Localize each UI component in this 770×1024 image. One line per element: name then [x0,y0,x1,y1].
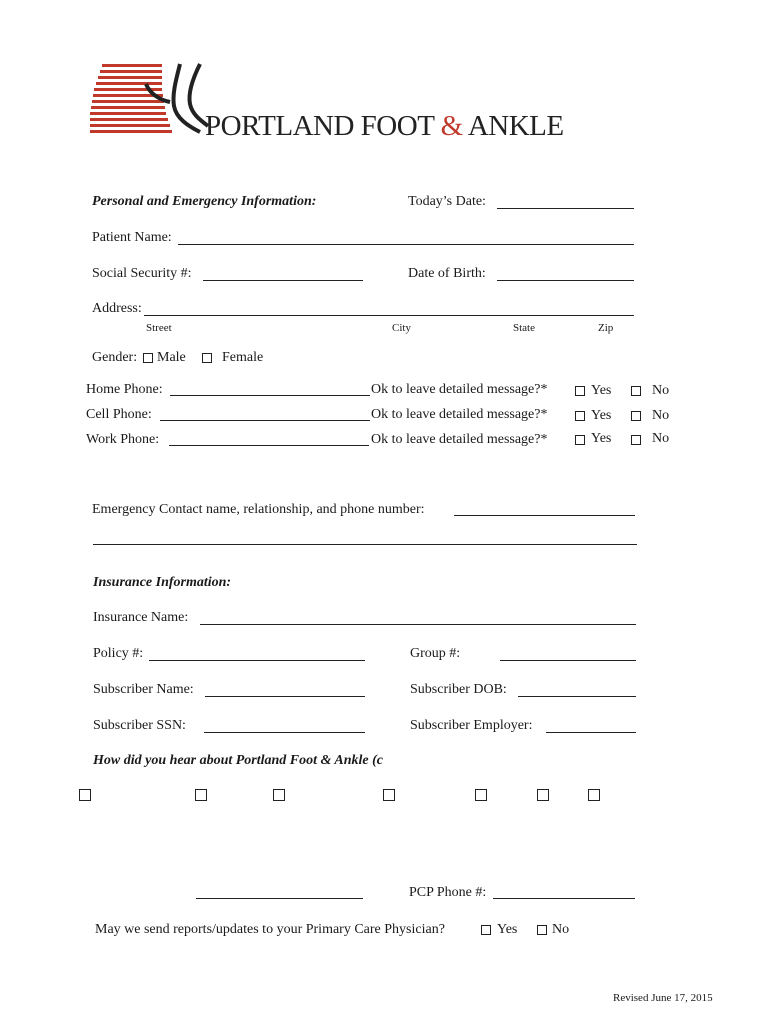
referral-checkbox-3[interactable] [273,789,285,801]
dob-label: Date of Birth: [408,266,486,281]
work-phone-label: Work Phone: [86,432,160,447]
brand-name: PORTLAND FOOT & ANKLE [205,110,564,142]
emergency-contact-field[interactable] [454,515,635,516]
group-label: Group #: [410,646,461,661]
insurance-name-field[interactable] [200,624,636,625]
home-yes-label: Yes [591,383,612,398]
ssn-field[interactable] [203,280,363,281]
patient-name-label: Patient Name: [92,230,172,245]
subscriber-ssn-label: Subscriber SSN: [93,718,186,733]
foot-logo-icon [88,60,218,140]
home-ok-message-label: Ok to leave detailed message?* [371,382,548,397]
cell-yes-label: Yes [591,408,612,423]
male-label: Male [157,350,186,365]
group-field[interactable] [500,660,636,661]
referral-heading: How did you hear about Portland Foot & Ankle (c [93,753,384,768]
home-phone-label: Home Phone: [86,382,163,397]
address-zip-caption: Zip [598,322,614,334]
referral-checkbox-6[interactable] [537,789,549,801]
address-label: Address: [92,301,142,316]
male-checkbox[interactable] [143,353,153,363]
referral-checkbox-4[interactable] [383,789,395,801]
todays-date-field[interactable] [497,208,634,209]
cell-ok-message-label: Ok to leave detailed message?* [371,407,548,422]
referral-checkbox-7[interactable] [588,789,600,801]
referral-checkbox-5[interactable] [475,789,487,801]
subscriber-employer-field[interactable] [546,732,636,733]
work-no-label: No [652,431,670,446]
insurance-heading: Insurance Information: [93,575,232,590]
subscriber-name-label: Subscriber Name: [93,682,194,697]
home-no-checkbox[interactable] [631,386,641,396]
address-state-caption: State [513,322,535,334]
subscriber-dob-label: Subscriber DOB: [410,682,507,697]
home-phone-field[interactable] [170,395,370,396]
cell-yes-checkbox[interactable] [575,411,585,421]
pcp-name-field[interactable] [196,898,363,899]
female-checkbox[interactable] [202,353,212,363]
cell-phone-field[interactable] [160,420,370,421]
subscriber-ssn-field[interactable] [204,732,365,733]
pcp-phone-label: PCP Phone #: [409,885,487,900]
cell-no-checkbox[interactable] [631,411,641,421]
cell-phone-label: Cell Phone: [86,407,152,422]
send-reports-yes-checkbox[interactable] [481,925,491,935]
dob-field[interactable] [497,280,634,281]
female-label: Female [222,350,264,365]
send-reports-label: May we send reports/updates to your Primary Care Physician? [95,922,445,937]
insurance-name-label: Insurance Name: [93,610,189,625]
address-city-caption: City [392,322,411,334]
emergency-contact-field-2[interactable] [93,544,637,545]
send-reports-no-label: No [552,922,570,937]
referral-checkbox-2[interactable] [195,789,207,801]
address-field[interactable] [144,315,634,316]
gender-label: Gender: [92,350,138,365]
subscriber-employer-label: Subscriber Employer: [410,718,533,733]
referral-checkbox-1[interactable] [79,789,91,801]
subscriber-name-field[interactable] [205,696,365,697]
home-yes-checkbox[interactable] [575,386,585,396]
policy-field[interactable] [149,660,365,661]
ssn-label: Social Security #: [92,266,192,281]
home-no-label: No [652,383,670,398]
revised-date: Revised June 17, 2015 [613,992,713,1004]
todays-date-label: Today’s Date: [408,194,486,209]
pcp-phone-field[interactable] [493,898,635,899]
patient-name-field[interactable] [178,244,634,245]
logo [88,60,568,145]
policy-label: Policy #: [93,646,144,661]
work-phone-field[interactable] [169,445,369,446]
send-reports-no-checkbox[interactable] [537,925,547,935]
work-yes-label: Yes [591,431,612,446]
subscriber-dob-field[interactable] [518,696,636,697]
work-yes-checkbox[interactable] [575,435,585,445]
address-street-caption: Street [146,322,172,334]
send-reports-yes-label: Yes [497,922,518,937]
work-no-checkbox[interactable] [631,435,641,445]
cell-no-label: No [652,408,670,423]
work-ok-message-label: Ok to leave detailed message?* [371,432,548,447]
personal-heading: Personal and Emergency Information: [92,194,317,209]
emergency-contact-label: Emergency Contact name, relationship, and phone number: [92,502,425,517]
